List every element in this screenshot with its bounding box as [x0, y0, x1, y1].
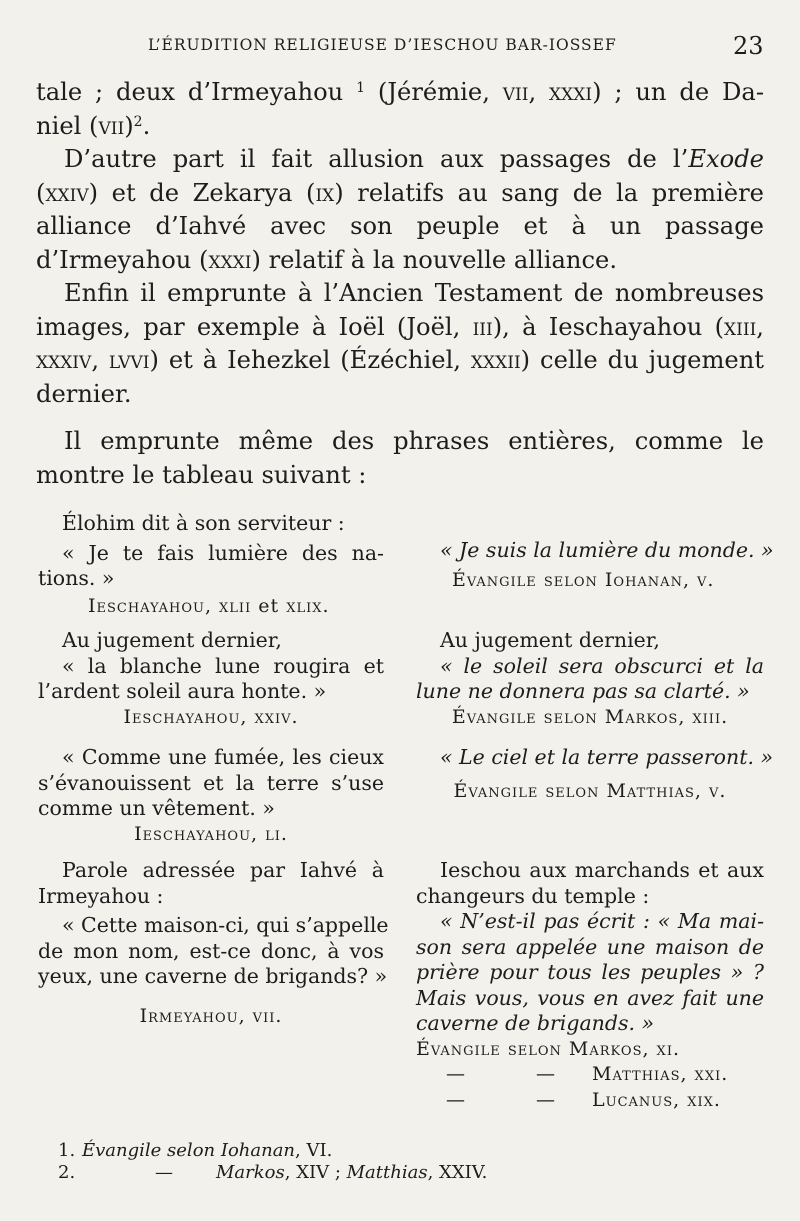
- source-citation: Évangile selon Iohanan, v.: [452, 568, 715, 591]
- paragraph-table-intro: Il emprunte même des phrases entières, comme le montre le tableau suivant :: [36, 427, 764, 489]
- paragraph-continuation: tale ; deux d’Irmeyahou $^1$ (Jérémie, vii, xxxi) ; un de Da-: [36, 78, 764, 106]
- footnote-ref-1: 1: [356, 80, 366, 96]
- left-block-3: « Comme une fumée, les cieux s’évanouissent et la terre s’use comme un vêtement. » Ieschayahou, li.: [38, 745, 384, 847]
- right-block-3: « Le ciel et la terre passeront. » Évangile selon Matthias, v.: [416, 745, 764, 804]
- source-citation: Ieschayahou, li.: [134, 822, 288, 845]
- left-block-4: Parole adressée par Iahvé à Irmeyahou : « Cette maison-ci, qui s’appelle de mon nom, est-ce donc, à vos yeux, une caverne de brigands? » Irmeyahou, vii.: [38, 858, 384, 1029]
- running-title: L’ÉRUDITION RELIGIEUSE D’IESCHOU BAR-IOSSEF: [148, 36, 617, 54]
- right-block-1: « Je suis la lumière du monde. » Évangile selon Iohanan, v.: [416, 538, 764, 593]
- source-citation-ditto: — — Matthias, xxi.: [446, 1063, 729, 1085]
- source-citation: Évangile selon Matthias, v.: [453, 779, 727, 802]
- footnotes: [58, 1140, 758, 1184]
- source-citation: Ieschayahou, xxiv.: [123, 705, 299, 728]
- source-citation: Évangile selon Markos, xiii.: [451, 705, 729, 728]
- source-citation: Ieschayahou, xlii et xlix.: [88, 594, 330, 617]
- source-citation: Évangile selon Markos, xi.: [416, 1037, 680, 1060]
- left-block-2: Au jugement dernier, « la blanche lune rougira et l’ardent soleil aura honte. » Ieschayahou, xxiv.: [38, 628, 384, 730]
- footnote-ref-2: 2: [133, 113, 143, 130]
- paragraph-images: Enfin il emprunte à l’Ancien Testament de nombreuses images, par exemple à Ioël (Joël, iii), à Ieschayahou (xiii, xxxiv, lvvi) et à Iehezkel (Ézéchiel, xxxii) celle du jugement dernier.: [36, 279, 764, 408]
- page-header: [0, 32, 800, 62]
- left-block-1: Élohim dit à son serviteur : « Je te fais lumière des na- tions. » Ieschayahou, xlii et xlix.: [38, 511, 384, 619]
- footnote-1: 1. Évangile selon Iohanan, VI.: [58, 1140, 333, 1161]
- footnote-2: 2. — Markos, XIV ; Matthias, XXIV.: [58, 1162, 488, 1183]
- right-block-4: Ieschou aux marchands et aux changeurs du temple : « N’est-il pas écrit : « Ma mai- son sera appelée une maison de prière pour tous les peuples » ? Mais vous, vous en avez fait une caverne de brigands. » Évangile selon Markos, xi. — — Matthias, xxi. — — Lucanus, xix.: [416, 858, 764, 1113]
- right-block-2: Au jugement dernier, « le soleil sera obscurci et la lune ne donnera pas sa clarté. » Évangile selon Markos, xiii.: [416, 628, 764, 730]
- paragraph-allusion: D’autre part il fait allusion aux passages de l’Exode (xxiv) et de Zekarya (ix) relatifs au sang de la première alliance d’Iahvé avec son peuple et à un passage d’Irmeyahou (xxxi) relatif à la nouvelle alliance.: [36, 145, 764, 274]
- source-citation: Irmeyahou, vii.: [139, 1004, 283, 1027]
- paragraph-continuation-end: niel (vii)$^2$.: [36, 111, 151, 140]
- source-citation-ditto: — — Lucanus, xix.: [446, 1088, 721, 1111]
- body-text: [36, 76, 764, 492]
- page-number: 23: [733, 32, 764, 60]
